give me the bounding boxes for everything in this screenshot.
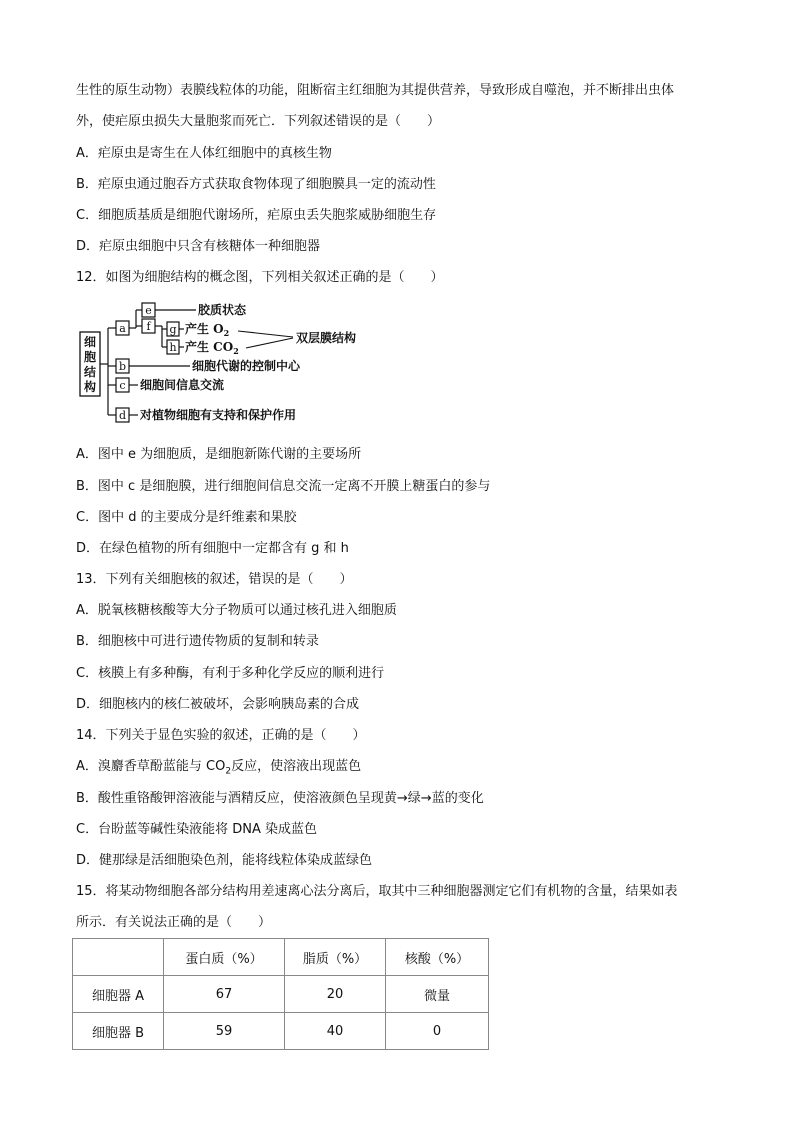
table-cell: 细胞器 A <box>73 976 164 1013</box>
q14-option-a: A．溴麝香草酚蓝能与 $CO_2$反应，使溶液出现蓝色 <box>76 759 362 777</box>
q11-stem-line2: 外，使疟原虫损失大量胞浆而死亡．下列叙述错误的是（ ） <box>76 114 441 129</box>
q15-stem-line1: 15．将某动物细胞各部分结构用差速离心法分离后，取其中三种细胞器测定它们有机物的含量，结果如表 <box>76 884 678 899</box>
root-char-2: 胞 <box>83 350 97 364</box>
q12-option-d: D．在绿色植物的所有细胞中一定都含有 g 和 h <box>76 541 349 556</box>
table-cell: 67 <box>164 976 285 1013</box>
root-char-4: 构 <box>83 380 97 394</box>
table-header-cell: 核酸（%） <box>386 939 489 976</box>
q11-option-a: A．疟原虫是寄生在人体红细胞中的真核生物 <box>76 146 332 161</box>
node-d-label: d <box>118 409 127 422</box>
table-row <box>73 976 489 1013</box>
q12-option-b: B．图中 c 是细胞膜，进行细胞间信息交流一定离不开膜上糖蛋白的参与 <box>76 479 491 494</box>
table-header-cell <box>73 939 164 976</box>
q15-stem-line2: 所示．有关说法正确的是（ ） <box>76 915 272 930</box>
node-e-label: e <box>145 304 152 317</box>
organelle-composition-table <box>72 938 489 1050</box>
q11-option-c: C．细胞质基质是细胞代谢场所，疟原虫丢失胞浆威胁细胞生存 <box>76 208 437 223</box>
label-double-membrane: 双层膜结构 <box>296 331 357 345</box>
q11-option-d: D．疟原虫细胞中只含有核糖体一种细胞器 <box>76 239 321 254</box>
table-cell: 20 <box>285 976 386 1013</box>
label-control-center: 细胞代谢的控制中心 <box>192 359 301 373</box>
q12-stem: 12．如图为细胞结构的概念图，下列相关叙述正确的是（ ） <box>76 270 444 285</box>
table-cell: 细胞器 B <box>73 1013 164 1050</box>
root-char-1: 细 <box>83 335 97 349</box>
label-colloid-state: 胶质状态 <box>198 303 247 317</box>
table-cell: 59 <box>164 1013 285 1050</box>
q13-option-d: D．细胞核内的核仁被破坏，会影响胰岛素的合成 <box>76 697 360 712</box>
table-cell: 微量 <box>386 976 489 1013</box>
q13-option-a: A．脱氧核糖核酸等大分子物质可以通过核孔进入细胞质 <box>76 603 397 618</box>
label-produce-o2: 产生 $O_2$ <box>185 322 230 338</box>
q11-option-b: B．疟原虫通过胞吞方式获取食物体现了细胞膜具一定的流动性 <box>76 177 436 192</box>
node-h-label: h <box>169 341 177 354</box>
q11-stem-line1: 生性的原生动物）表膜线粒体的功能，阻断宿主红细胞为其提供营养，导致形成自噬泡，并不断排出虫体 <box>76 83 675 98</box>
node-b-label: b <box>118 360 127 373</box>
q14-option-d: D．健那绿是活细胞染色剂，能将线粒体染成蓝绿色 <box>76 853 373 868</box>
q14-option-b: B．酸性重铬酸钾溶液能与酒精反应，使溶液颜色呈现黄→绿→蓝的变化 <box>76 791 484 806</box>
root-char-3: 结 <box>83 365 97 379</box>
q13-option-b: B．细胞核中可进行遗传物质的复制和转录 <box>76 634 319 649</box>
q12-option-a: A．图中 e 为细胞质，是细胞新陈代谢的主要场所 <box>76 447 362 462</box>
table-header-cell: 蛋白质（%） <box>164 939 285 976</box>
label-produce-co2: 产生 $CO_2$ <box>185 340 239 356</box>
node-g-label: g <box>169 323 177 336</box>
table-header-row <box>73 939 489 976</box>
q13-option-c: C．核膜上有多种酶，有利于多种化学反应的顺利进行 <box>76 666 385 681</box>
q14-stem: 14．下列关于显色实验的叙述，正确的是（ ） <box>76 728 366 743</box>
table-header-cell: 脂质（%） <box>285 939 386 976</box>
table-cell: 0 <box>386 1013 489 1050</box>
q13-stem: 13．下列有关细胞核的叙述，错误的是（ ） <box>76 572 353 587</box>
q14-option-c: C．台盼蓝等碱性染液能将 DNA 染成蓝色 <box>76 822 317 837</box>
node-a-label: a <box>119 322 126 335</box>
table-row <box>73 1013 489 1050</box>
label-cell-communication: 细胞间信息交流 <box>140 378 225 392</box>
node-c-label: c <box>119 379 126 392</box>
q12-option-c: C．图中 d 的主要成分是纤维素和果胶 <box>76 510 297 525</box>
table-cell: 40 <box>285 1013 386 1050</box>
label-cell-wall-function: 对植物细胞有支持和保护作用 <box>140 408 297 422</box>
cell-structure-concept-diagram <box>78 300 378 428</box>
node-f-label: f <box>146 320 151 333</box>
